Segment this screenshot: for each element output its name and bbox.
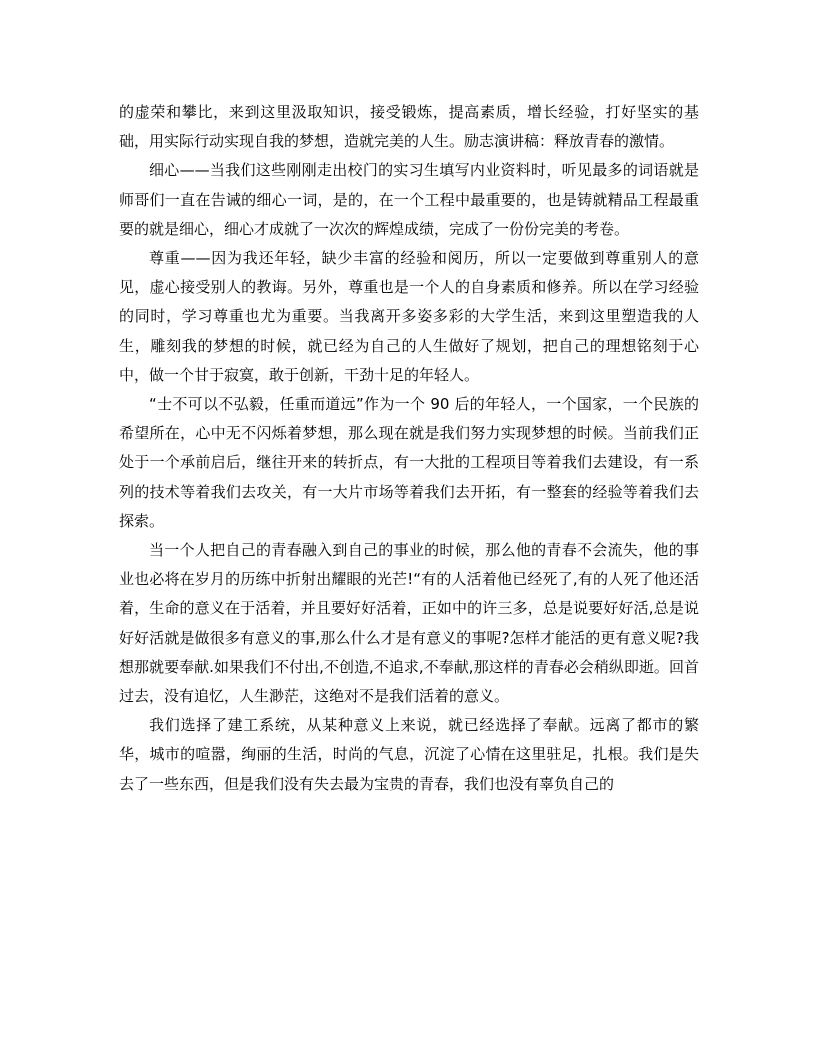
paragraph-3: 尊重——因为我还年轻，缺少丰富的经验和阅历，所以一定要做到尊重别人的意见，虚心接受别人的教诲。另外，尊重也是一个人的自身素质和修养。所以在学习经验的同时，学习尊重也尤为重要。当我离开多姿多彩的大学生活，来到这里塑造我的人生，雕刻我的梦想的时候，就已经为自己的人生做好了规划，把自己的理想铭刻于心中，做一个甘于寂寞，敢于创新，干劲十足的年轻人。 xyxy=(119,249,699,384)
paragraph-6: 我们选择了建工系统，从某种意义上来说，就已经选择了奉献。远离了都市的繁华，城市的喧嚣，绚丽的生活，时尚的气息，沉淀了心情在这里驻足，扎根。我们是失去了一些东西，但是我们没有失去最为宝贵的青春，我们也没有辜负自己的 xyxy=(119,716,699,793)
paragraph-4: “士不可以不弘毅，任重而道远”作为一个 90 后的年轻人，一个国家，一个民族的希望所在，心中无不闪烁着梦想，那么现在就是我们努力实现梦想的时候。当前我们正处于一个承前启后，继往开来的转折点，有一大批的工程项目等着我们去建设，有一系列的技术等着我们去攻关，有一大片市场等着我们去开拓，有一整套的经验等着我们去探索。 xyxy=(119,395,699,530)
document-page xyxy=(119,98,699,799)
paragraph-2: 细心——当我们这些刚刚走出校门的实习生填写内业资料时，听见最多的词语就是师哥们一直在告诫的细心一词，是的，在一个工程中最重要的，也是铸就精品工程最重要的就是细心，细心才成就了一次次的辉煌成绩，完成了一份份完美的考卷。 xyxy=(119,161,699,238)
paragraph-5: 当一个人把自己的青春融入到自己的事业的时候，那么他的青春不会流失，他的事业也必将在岁月的历练中折射出耀眼的光芒!“有的人活着他已经死了,有的人死了他还活着，生命的意义在于活着，并且要好好活着，正如中的许三多，总是说要好好活,总是说好好活就是做很多有意义的事,那么什么才是有意义的事呢?怎样才能活的更有意义呢?我想那就要奉献.如果我们不付出,不创造,不追求,不奉献,那这样的青春必会稍纵即逝。回首过去，没有追忆，人生渺茫，这绝对不是我们活着的意义。 xyxy=(119,541,699,706)
paragraph-1: 的虚荣和攀比，来到这里汲取知识，接受锻炼，提高素质，增长经验，打好坚实的基础，用实际行动实现自我的梦想，造就完美的人生。励志演讲稿：释放青春的激情。 xyxy=(119,103,699,151)
